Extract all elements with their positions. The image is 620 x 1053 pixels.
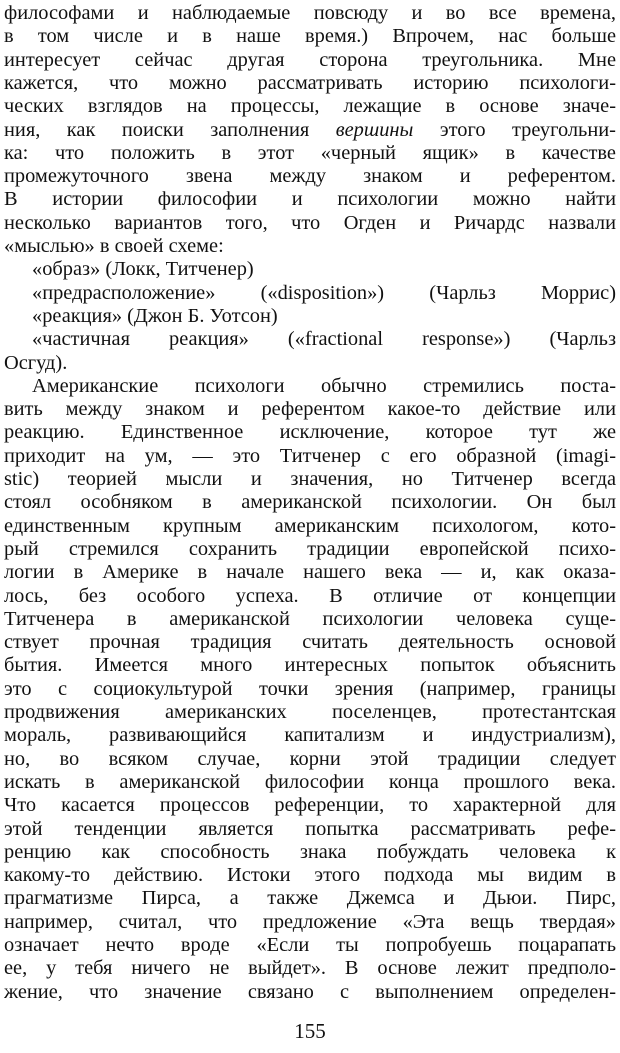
book-page [4, 0, 616, 1053]
text-line: ренцию как способность знака побуждать человека к [4, 840, 616, 863]
page-number: 155 [294, 1019, 326, 1043]
text-line: но, во всяком случае, корни этой традиции следует [4, 747, 616, 770]
text-line: единственным крупным американским психологом, кото- [4, 514, 616, 537]
text-line: например, считал, что предложение «Эта вещь твердая» [4, 910, 616, 933]
text-line: вить между знаком и референтом какое-то действие или [4, 398, 616, 421]
text-line: промежуточного звена между знаком и референтом. [4, 165, 616, 188]
text-line: прагматизме Пирса, а также Джемса и Дьюи. Пирс, [4, 887, 616, 910]
text-line: Титченера в американской психологии человека суще- [4, 607, 616, 630]
text-line: стоял особняком в американской психологии. Он был [4, 491, 616, 514]
text-line-with-emphasis [4, 119, 616, 142]
text-line: это с социокультурой точки зрения (например, границы [4, 677, 616, 700]
text-line: рый стремился сохранить традиции европейской психо- [4, 537, 616, 560]
paragraph-first-line: Американские психологи обычно стремились поста- [32, 374, 616, 397]
text-line: stic) теорией мысли и значения, но Титченер всегда [4, 468, 616, 490]
list-item: «реакция» (Джон Б. Уотсон) [32, 304, 278, 327]
text-line: мораль, развивающийся капитализм и индустриализм), [4, 724, 616, 747]
text-line: «мыслью» в своей схеме: [4, 235, 224, 257]
text-line: этой тенденции является попытка рассматривать рефе- [4, 817, 616, 840]
text-line: в том числе и в наше время.) Впрочем, нас больше [4, 25, 616, 48]
text-line: какому-то действию. Истоки этого подхода мы видим в [4, 864, 616, 887]
text-line: означает нечто вроде «Если ты попробуешь поцарапать [4, 934, 616, 956]
text-line: интересует сейчас другая сторона треугольника. Мне [4, 48, 616, 71]
text-line: искать в американской философии конца прошлого века. [4, 770, 616, 793]
text-line: ствует прочная традиция считать деятельность основой [4, 631, 616, 654]
line-text-continued: этого треугольни- [413, 118, 616, 141]
text-line: Что касается процессов референции, то характерной для [4, 794, 616, 817]
text-line: жение, что значение связано с выполнением определен- [4, 980, 616, 1003]
emphasis-word: вершины [335, 118, 414, 141]
text-line: ка: что положить в этот «черный ящик» в качестве [4, 141, 616, 164]
text-line: В истории философии и психологии можно найти [4, 188, 616, 211]
line-text: ния, как поиски заполнения [4, 118, 310, 141]
text-line: приходит на ум, — это Титченер с его образной (imagi- [4, 444, 616, 467]
text-line: бытия. Имеется много интересных попыток объяснить [4, 654, 616, 677]
text-line: ее, у тебя ничего не выйдет». В основе лежит предполо- [4, 957, 616, 980]
text-line: Осгуд). [4, 351, 68, 374]
text-line: кажется, что можно рассматривать историю психологи- [4, 71, 616, 94]
text-line: лось, без особого успеха. В отличие от концепции [4, 584, 616, 607]
text-line: продвижения американских поселенцев, протестантская [4, 701, 616, 723]
text-line: ческих взглядов на процессы, лежащие в основе значе- [4, 95, 616, 118]
list-item: «предрасположение» («disposition») (Чарльз Моррис) [32, 281, 616, 304]
text-line: философами и наблюдаемые повсюду и во все времена, [4, 2, 616, 24]
text-line: реакцию. Единственное исключение, которое тут же [4, 421, 616, 444]
text-line: логии в Америке в начале нашего века — и, как оказа- [4, 561, 616, 584]
text-line: несколько вариантов того, что Огден и Ричардс назвали [4, 211, 616, 234]
list-item: «частичная реакция» («fractional response») (Чарльз [32, 328, 616, 351]
list-item: «образ» (Локк, Титченер) [32, 258, 254, 281]
